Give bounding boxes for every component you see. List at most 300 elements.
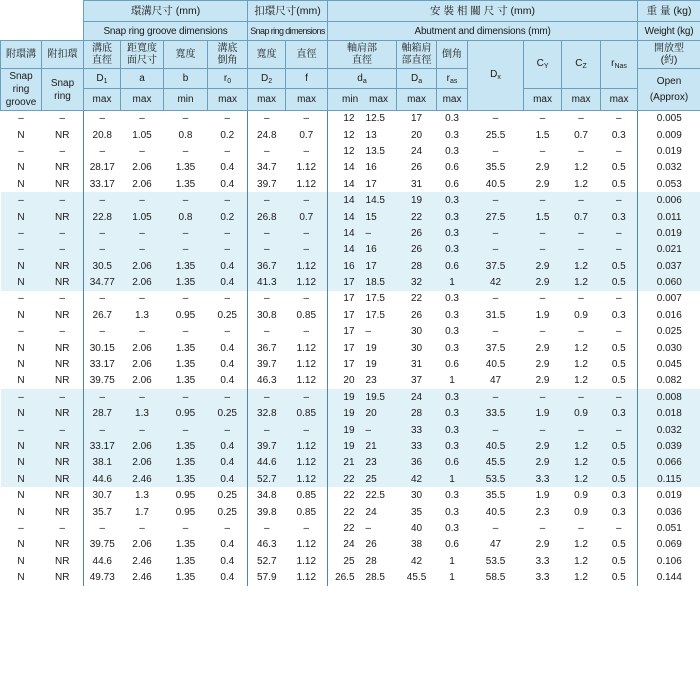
cell: N (17, 490, 25, 502)
sym-a: a (121, 69, 164, 89)
cell: 40.5 (485, 359, 506, 371)
cell: 0.85 (286, 504, 328, 520)
cell: – (492, 326, 499, 338)
cell: 1.2 (562, 274, 601, 290)
cell: 1.12 (286, 471, 328, 487)
cell: – (121, 242, 164, 258)
cell: N (17, 375, 25, 387)
col-weight-open: Open (Approx) (638, 69, 700, 111)
cell: 1.12 (286, 356, 328, 372)
cell: NR (42, 487, 84, 503)
cell: 2.46 (132, 572, 152, 584)
cell: 40.5 (485, 506, 506, 518)
cell: 22.5 (365, 490, 385, 502)
cell: 20 (358, 406, 397, 422)
cell: – (1, 389, 42, 405)
cell: 0.3 (445, 506, 459, 518)
cell: 24 (397, 389, 437, 405)
cell: – (264, 293, 270, 305)
cell: – (1, 192, 42, 208)
cell: 30 (410, 490, 423, 502)
cell: 22.8 (84, 209, 121, 225)
cell: 0.3 (437, 438, 468, 454)
cell: – (539, 326, 546, 338)
cell: 19 (328, 438, 358, 454)
cell: NR (42, 471, 84, 487)
cell: 0.6 (445, 359, 459, 371)
table-row (1, 274, 700, 290)
cell: – (164, 192, 208, 208)
cell: 0.8 (178, 129, 193, 141)
cell: 26.7 (92, 309, 112, 321)
table-row (1, 487, 700, 503)
cell: 0.4 (208, 553, 248, 569)
cell: 1.35 (164, 438, 208, 454)
cell: N (17, 539, 25, 551)
cell: 1.7 (135, 506, 149, 518)
cell: 40 (410, 522, 423, 534)
header-blank (1, 1, 84, 22)
cell: – (84, 192, 121, 208)
cell: 30.8 (257, 309, 277, 321)
cell: – (1, 242, 42, 258)
col-cy: $C_Y$ (524, 41, 562, 89)
table-row (1, 438, 700, 454)
cell: 0.95 (164, 406, 208, 422)
cell: – (578, 145, 584, 157)
cell: – (208, 324, 248, 340)
cell: 0.5 (601, 438, 638, 454)
header-ring-zh: 扣環尺寸(mm) (248, 1, 328, 22)
cell: – (182, 522, 189, 534)
cell: 35.7 (92, 506, 112, 518)
cell: 0.4 (208, 356, 248, 372)
cell: 22 (343, 522, 355, 534)
cell: 0.016 (656, 309, 682, 321)
table-row (1, 225, 700, 241)
cell: 0.045 (656, 359, 682, 371)
table-row (1, 520, 700, 536)
cell: – (248, 225, 286, 241)
cell: 0.85 (286, 406, 328, 422)
cell: 19 (365, 359, 377, 371)
cell: – (601, 143, 638, 159)
table-row (1, 209, 700, 225)
cell: 1.12 (286, 160, 328, 176)
cell: – (286, 225, 328, 241)
cell: 30 (410, 326, 423, 338)
cell: 0.8 (164, 209, 208, 225)
cell: – (562, 422, 601, 438)
cell: 42 (410, 555, 423, 567)
cell: 44.6 (92, 555, 112, 567)
cell: – (578, 113, 584, 125)
col-rnas: $r_{Nas}$ (601, 41, 638, 89)
table-header (1, 1, 700, 111)
cell: – (524, 242, 562, 258)
cell: – (99, 326, 106, 338)
cell: – (42, 143, 84, 159)
cell: 2.46 (121, 471, 164, 487)
cell: 2.9 (524, 455, 562, 471)
cell: 42 (468, 274, 524, 290)
cell: 30.15 (89, 342, 115, 354)
cell: – (18, 293, 24, 305)
cell: NR (42, 258, 84, 274)
cell: 25 (358, 471, 397, 487)
cell: 22 (328, 471, 358, 487)
cell: – (601, 324, 638, 340)
cell: 28.17 (89, 162, 115, 174)
table-row (1, 455, 700, 471)
cell: 30 (410, 342, 423, 354)
cell: – (264, 326, 270, 338)
cell: – (468, 389, 524, 405)
cell: 0.7 (562, 209, 601, 225)
cell: – (492, 293, 499, 305)
cell: 0.25 (208, 487, 248, 503)
cell: 28 (365, 555, 377, 567)
cell: 1 (449, 375, 455, 387)
cell: 38.1 (84, 455, 121, 471)
cell: 0.5 (601, 455, 638, 471)
cell: – (182, 113, 189, 125)
cell: 0.039 (638, 438, 700, 454)
table-row (1, 192, 700, 208)
cell: 1 (449, 572, 455, 584)
cell: – (208, 225, 248, 241)
cell: 45.5 (468, 455, 524, 471)
cell: 1.05 (121, 209, 164, 225)
cell: – (601, 520, 638, 536)
sym-f: f (286, 69, 328, 89)
cell: 31 (410, 178, 423, 190)
cell: 0.7 (286, 209, 328, 225)
header-weight-en: Weight (kg) (638, 22, 700, 41)
cell: 18.5 (358, 274, 397, 290)
cell: 25 (343, 555, 355, 567)
cell: NR (42, 127, 84, 143)
sym-d1: $D_1$ (84, 69, 121, 89)
cell: NR (42, 438, 84, 454)
cell: – (182, 293, 189, 305)
table-row (1, 160, 700, 176)
table-row (1, 537, 700, 553)
cell: 0.3 (437, 422, 468, 438)
cell: 1.2 (574, 555, 588, 567)
cell: – (492, 145, 499, 157)
cell: 3.3 (535, 555, 550, 567)
col-dx: $D_x$ (468, 41, 524, 111)
cell: 2.9 (524, 274, 562, 290)
cell: – (18, 113, 24, 125)
cell: NR (42, 160, 84, 176)
cell: 0.4 (208, 373, 248, 389)
cell: 2.06 (132, 359, 152, 371)
cell: NR (42, 274, 84, 290)
col-ras-zh: 倒角 (437, 41, 468, 69)
cell: – (42, 389, 84, 405)
cell: 39.7 (248, 438, 286, 454)
cell: – (578, 522, 584, 534)
cell: 14 (343, 178, 355, 190)
cell: 26 (410, 162, 423, 174)
cell: 28.5 (365, 572, 385, 584)
cell: 0.053 (656, 178, 682, 190)
cell: 0.3 (437, 225, 468, 241)
header-weight-zh: 重 量 (kg) (638, 1, 700, 22)
cell: 1 (437, 471, 468, 487)
cell: 1.35 (175, 162, 196, 174)
cell: – (539, 145, 546, 157)
cell: – (358, 422, 397, 438)
cell: 1.5 (535, 129, 550, 141)
cell: N (17, 555, 25, 567)
cell: 22 (343, 506, 355, 518)
cell: 0.6 (437, 455, 468, 471)
cell: 12 (343, 145, 355, 157)
cell: 37.5 (468, 258, 524, 274)
cell: 1.12 (286, 274, 328, 290)
cell: 0.6 (445, 178, 459, 190)
cell: – (578, 293, 584, 305)
cell: – (139, 326, 145, 338)
cell: 2.9 (535, 375, 550, 387)
lim-b: min (164, 89, 208, 111)
cell: – (492, 113, 499, 125)
cell: 52.7 (257, 555, 277, 567)
cell: 2.06 (121, 258, 164, 274)
cell: 0.5 (601, 373, 638, 389)
cell: 0.4 (208, 258, 248, 274)
cell: – (264, 522, 270, 534)
cell: 0.4 (208, 160, 248, 176)
cell: 0.3 (601, 487, 638, 503)
cell: 36.7 (257, 342, 277, 354)
cell: 0.7 (286, 127, 328, 143)
col-f-zh: 直徑 (286, 41, 328, 69)
sym-Da: $D_a$ (397, 69, 437, 89)
cell: – (139, 113, 145, 125)
cell: 0.95 (175, 309, 196, 321)
cell: 58.5 (485, 572, 506, 584)
cell: – (286, 143, 328, 159)
cell: 12 (343, 129, 355, 141)
cell: – (42, 520, 84, 536)
header-abutment-zh: 安 裝 相 關 尺 寸 (mm) (328, 1, 638, 22)
cell: 0.85 (286, 307, 328, 323)
cell: 0.019 (638, 225, 700, 241)
cell: N (17, 178, 25, 190)
cell: 1.35 (175, 342, 196, 354)
cell: 24 (410, 145, 423, 157)
cell: 24 (343, 539, 355, 551)
cell: 21 (358, 438, 397, 454)
cell: – (139, 293, 145, 305)
cell: – (248, 242, 286, 258)
sym-d2: $D_2$ (248, 69, 286, 89)
cell: – (562, 389, 601, 405)
cell: 0.95 (175, 506, 196, 518)
cell: 35.5 (485, 162, 506, 174)
cell: 1.2 (574, 178, 588, 190)
cell: 2.06 (132, 539, 152, 551)
cell: 1.12 (286, 537, 328, 553)
cell: – (84, 422, 121, 438)
cell: 0.2 (208, 127, 248, 143)
sym-r0: $r_0$ (208, 69, 248, 89)
cell: 0.007 (656, 293, 682, 305)
cell: 0.3 (437, 209, 468, 225)
cell: 22 (343, 490, 355, 502)
cell: 17 (410, 113, 423, 125)
cell: 0.9 (562, 406, 601, 422)
cell: 0.4 (208, 537, 248, 553)
cell: 15 (358, 209, 397, 225)
cell: 0.106 (656, 555, 682, 567)
cell: 1.9 (524, 406, 562, 422)
table-row (1, 389, 700, 405)
cell: 0.3 (601, 504, 638, 520)
cell: – (286, 111, 328, 127)
cell: N (1, 471, 42, 487)
header-ring-en: Snap ring dimensions (248, 22, 328, 41)
cell: 0.3 (601, 307, 638, 323)
cell: 16 (358, 242, 397, 258)
cell: 0.5 (601, 569, 638, 585)
cell: NR (42, 553, 84, 569)
cell: 1.2 (562, 438, 601, 454)
cell: 0.051 (656, 522, 682, 534)
cell: 0.037 (638, 258, 700, 274)
cell: NR (42, 176, 84, 192)
cell: 0.2 (208, 209, 248, 225)
cell: – (468, 422, 524, 438)
cell: 0.4 (208, 274, 248, 290)
cell: 30.7 (92, 490, 112, 502)
cell: 32.8 (248, 406, 286, 422)
cell: 36.7 (248, 258, 286, 274)
cell: 2.3 (535, 506, 550, 518)
cell: 22 (410, 293, 423, 305)
cell: 0.25 (208, 406, 248, 422)
cell: 1.2 (574, 359, 588, 371)
col-groove-en: Snap ring groove (1, 69, 42, 111)
cell: 44.6 (248, 455, 286, 471)
cell: 16 (365, 162, 377, 174)
cell: 1.2 (574, 572, 588, 584)
table-row (1, 569, 700, 585)
cell: – (539, 293, 546, 305)
table-row (1, 143, 700, 159)
cell: – (121, 422, 164, 438)
cell: 0.3 (445, 522, 459, 534)
cell: 1.35 (175, 178, 196, 190)
cell: – (248, 422, 286, 438)
cell: – (562, 192, 601, 208)
cell: 0.85 (286, 487, 328, 503)
cell: 14 (328, 225, 358, 241)
cell: – (286, 291, 328, 307)
cell: – (601, 242, 638, 258)
cell: 41.3 (248, 274, 286, 290)
table-row (1, 406, 700, 422)
table-row (1, 553, 700, 569)
cell: 0.069 (656, 539, 682, 551)
cell: 13 (365, 129, 377, 141)
cell: 0.9 (574, 309, 588, 321)
cell: 17 (358, 258, 397, 274)
cell: 0.3 (601, 406, 638, 422)
cell: – (208, 242, 248, 258)
table-row (1, 291, 700, 307)
sym-da: $d_a$ (328, 69, 397, 89)
cell: – (286, 389, 328, 405)
cell: 14 (328, 242, 358, 258)
col-Da-zh: 軸箱肩部直徑 (397, 41, 437, 69)
lim-da: min max (328, 89, 397, 111)
cell: – (524, 389, 562, 405)
cell: – (601, 192, 638, 208)
col-a-zh: 距寬度面尺寸 (121, 41, 164, 69)
lim-cz: max (562, 89, 601, 111)
cell: 1.12 (286, 455, 328, 471)
cell: N (17, 309, 25, 321)
cell: – (468, 242, 524, 258)
cell: – (358, 225, 397, 241)
cell: – (208, 422, 248, 438)
cell: – (164, 225, 208, 241)
cell: 3.3 (535, 572, 550, 584)
cell: 0.4 (208, 471, 248, 487)
cell: 14 (328, 209, 358, 225)
cell: 23 (365, 375, 377, 387)
cell: – (139, 522, 145, 534)
cell: 1.35 (164, 455, 208, 471)
cell: – (601, 291, 638, 307)
cell: 53.5 (468, 471, 524, 487)
cell: 0.032 (656, 162, 682, 174)
cell: 40.5 (468, 438, 524, 454)
cell: – (164, 422, 208, 438)
cell: 35.5 (485, 490, 506, 502)
cell: – (264, 145, 270, 157)
cell: 1.9 (535, 490, 550, 502)
cell: – (1, 422, 42, 438)
cell: 1.12 (286, 438, 328, 454)
cell: 1.2 (574, 539, 588, 551)
cell: NR (42, 340, 84, 356)
cell: 0.3 (445, 490, 459, 502)
header-groove-zh: 環溝尺寸 (mm) (84, 1, 248, 22)
cell: 1.12 (286, 176, 328, 192)
cell: – (468, 192, 524, 208)
cell: – (42, 291, 84, 307)
cell: 1.3 (135, 490, 149, 502)
cell: 35 (410, 506, 423, 518)
cell: N (17, 506, 25, 518)
cell: 24.8 (257, 129, 277, 141)
cell: 2.06 (132, 178, 152, 190)
cell: 1.35 (164, 258, 208, 274)
cell: 2.06 (132, 375, 152, 387)
cell: – (524, 225, 562, 241)
cell: – (248, 389, 286, 405)
cell: 0.7 (574, 129, 588, 141)
cell: 0.5 (601, 553, 638, 569)
cell: 0.006 (638, 192, 700, 208)
cell: 0.5 (601, 537, 638, 553)
